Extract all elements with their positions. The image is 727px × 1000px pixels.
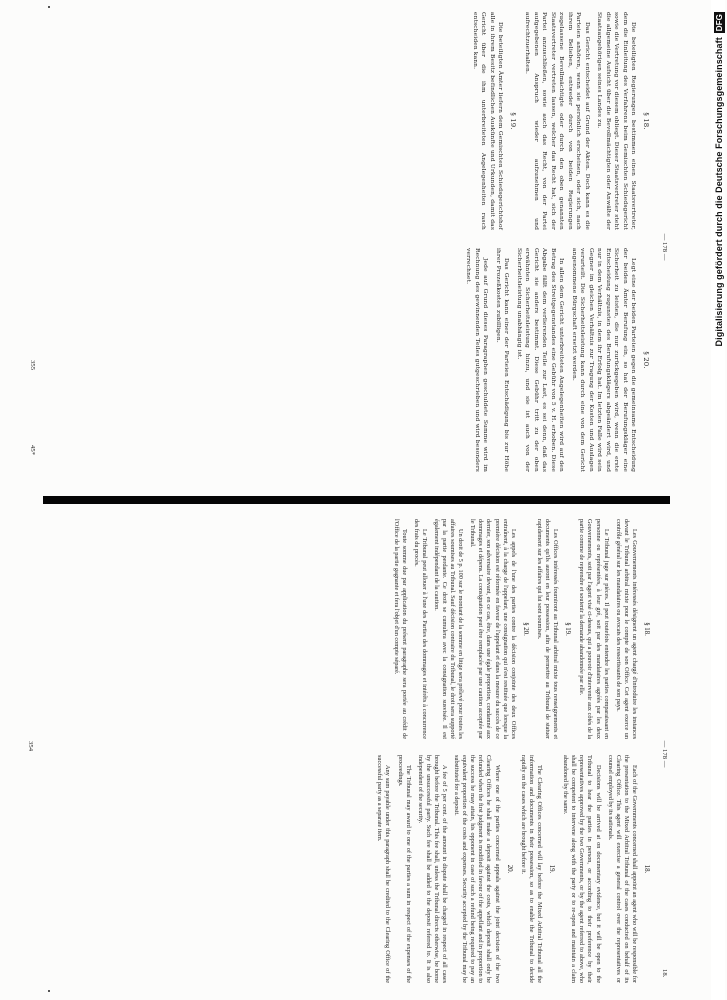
french-para-18a: Les Gouvernements intéressés désignent un agent chargé d'introduire les instances devant le Tribunal arbitral mixte pour le compte de son Office. Cet agent exerce un contrôle général sur les mandataires ou avocats des ressortissants de son pays. xyxy=(614,519,638,739)
french-heading-19: § 19. xyxy=(564,622,572,636)
german-para-20a: Legt eine der beiden Parteien gegen die gemeinsame Entscheidung der beiden Ämter Berufung ein, so hat der Berufungskläger eine Sicherheit zu leisten, die nur zurückgegeben wird, wenn die erste Entscheidung zugunsten des Berufungsklägers abgeändert wird, und nur in dem Verhältnis, in dem ihr Erfolg hat. Im letzten Falle wird sein Gegner im gleichen Verhältnis zur Tragung der Kosten und Auslagen verurteilt. Die Sicherheitsleistung kann durch eine von dem Gericht angenommene Bürgschaft ersetzt werden. xyxy=(571,248,637,472)
german-heading-19: § 19. xyxy=(509,112,517,130)
dfg-logo: DFG xyxy=(714,14,724,32)
french-column xyxy=(387,519,652,739)
bottom-running-head: — 178 — xyxy=(661,740,668,768)
german-signature-mark: 45* xyxy=(29,445,36,456)
english-para-20d: Any sum payable under this paragraph shall be credited to the Clearing Office of the successful party as a separate item. xyxy=(376,755,392,983)
bottom-page-header xyxy=(661,519,668,989)
french-para-18b: Le Tribunal juge sur pièces. Il peut toutefois entendre les parties comparaissant en personne ou représentées, à leur gré, soit par des mandataires agréés par les deux Gouvernements, soit par l'agent visé ci-dessus, qui a pouvoir d'intervenir aux côtés de la partie comme de reprendre et soutenir la demande abandonnée par elle. xyxy=(578,519,610,739)
german-page-header xyxy=(661,12,668,482)
french-para-20c: Le Tribunal peut allouer à l'une des Parties des dommages et intérêts à concurrence des frais du procès. xyxy=(412,519,428,739)
german-para-20d: Jede auf Grund dieses Paragraphen geschuldete Summe wird im Rechnung des gewinnenden Teiles gutgeschrieben und wird besonders verrechnet. xyxy=(465,248,489,472)
digitization-notice xyxy=(711,0,725,1000)
bottom-header-section: 18. xyxy=(661,969,668,978)
english-heading-18: 18. xyxy=(643,864,650,874)
german-column-2 xyxy=(460,248,652,472)
french-para-19: Les Offices intéressés fourniront au Tribunal arbitral mixte tous renseignements et documents qu'ils auront en leur possession, afin de permettre au Tribunal de statuer rapidement sur les affaires qui lui sont soumises. xyxy=(535,519,560,739)
french-para-20b: Un droit de 5 p. 100 sur le montant de la somme en litige sera prélevé pour toutes les affaires soumises au Tribunal. Sauf décision contraire du Tribunal, le droit sera supporté par la partie perdante. Ce droit se cumulera avec la consignation susvisée. Il est également indépendant de la caution. xyxy=(432,519,465,739)
english-column xyxy=(371,755,652,983)
bottom-page-number: 354 xyxy=(27,741,34,752)
notice-label: Digitalisierung gefördert durch die Deutsche Forschungsgemeinschaft xyxy=(714,37,724,347)
french-heading-20: § 20. xyxy=(521,622,529,636)
french-para-20a: Les appels de l'une des parties contre la décision conjointe des deux Offices entraînent, à la charge de l'appelant, une consignation qui n'est restituée que lorsque la première décision est réformée en faveur de l'appelant et dans la mesure du succès de ce dernier, son adversaire devant, en ce cas, être, dans une égale proportion, condamné aux dommages et dépens. La consignation peut être remplacée par une caution acceptée par le Tribunal. xyxy=(469,519,517,739)
german-para-20c: Das Gericht kann einer der Parteien Entschädigung bis zur Höhe ihrer Prozeßkosten zubilligen. xyxy=(495,248,510,472)
english-para-18b: Decisions will be arrived at on documentary evidence, but it will be open to the Tribunal to hear the parties in person, or according to their preference by their representatives approved by the two Governments, or by the agent referred to above, who shall be competent to intervene along with the party or to re-open and maintain a claim abandoned by the same. xyxy=(562,755,602,983)
german-heading-20: § 20. xyxy=(642,351,650,369)
german-para-18a: Die beteiligten Regierungen bestimmen einen Staatsvertreter, dem die Einleitung des Verfahrens beim Gemischten Schiedsgericht sowie die Vertretung vor diesem obliegt. Dieser Staatsvertreter steht die allgemeine Aufsicht über die Bevollmächtigten oder Anwälte der Staatsangehörigen seines Landes zu. xyxy=(596,12,637,230)
english-para-18a: Each of the Governments concerned shall appoint an agent who will be responsible for the presentation to the Mixed Arbitral Tribunal of the cases conducted on behalf of its Clearing Office. This agent will exercise a general control over the representatives or counsel employed by its nationals. xyxy=(606,755,638,983)
digitization-notice-text xyxy=(712,0,726,1000)
french-para-20d: Toute somme due par application du présent paragraphe sera portée au crédit de l'Office de la partie gagnante et fera l'objet d'un compte séparé. xyxy=(392,519,408,739)
german-para-20b: In allen dem Gericht unterbreiteten Angelegenheiten wird auf den Betrag des Streitgegenstandes eine Gebühr von 5 v. H. erhoben. Diese Abgabe fällt dem verlierenden Teile zur Last, es sei denn, daß das Gericht sie anders bestimmt. Diese Gebühr tritt zu der oben erwähnten Sicherheitsleistung hinzu, und sie ist auch von der Sicherheitsleistung unabhängig ist. xyxy=(516,248,565,472)
german-para-18b: Das Gericht entscheidet auf Grund der Akten. Doch kann es die Parteien anhören, wenn sie persönlich erscheinen, oder sich, nach ihrem Belieben, entweder durch von beiden Regierungen zugelassene Bevollmächtigte oder durch den oben genannten Staatsvertreter vertreten lassen, welcher das Recht hat, sich der Partei anzuschließen, sowie auch das Recht, von der Partei aufgegebenen Anspruch wieder aufzunehmen und aufrechtzuerhalten. xyxy=(524,12,590,230)
german-page-number: 355 xyxy=(29,360,36,371)
scan-mark xyxy=(48,6,50,8)
french-heading-18: § 18. xyxy=(643,622,650,636)
german-para-19: Die beteiligten Ämter liefern dem Gemischten Schiedsgerichtshof alle in ihrem Besitz befindlichen Auskünfte und Urkunden, damit das Gericht über die ihm unterbreiteten Angelegenheiten rasch entscheiden kann. xyxy=(472,12,504,230)
english-heading-19: 19. xyxy=(548,864,556,874)
english-para-20b: A fee of 5 per cent. of the amount in dispute shall be charged in respect of all cases brought before the Tribunal. This fee shall, unless the Tribunal directs otherwise, be borne by the unsuccessful party. Such fee shall be added to the deposit referred to. It is also independent of the security. xyxy=(416,755,449,983)
german-column-1 xyxy=(467,12,653,230)
english-para-19: The Clearing Offices concerned will lay before the Mixed Arbitral Tribunal all the information and documents in their possession, so as to enable the Tribunal to decide rapidly on the cases which are brought before it. xyxy=(519,755,543,983)
english-para-20a: Where one of the parties concerned appeals against the joint decision of the two Clearing Offices he shall make a deposit against the costs, which deposit shall only be refunded when the first judgment is modified in favour of the appellant and in proportion to the success he may attain, his opponent in case of such a refund being required to pay an equivalent proportion of the costs and expenses. Security accepted by the Tribunal may be substituted for a deposit. xyxy=(453,755,501,983)
english-heading-20: 20. xyxy=(505,864,513,874)
german-page xyxy=(10,0,670,489)
binding-gutter xyxy=(43,496,670,504)
german-running-head: — 178 — xyxy=(661,233,668,261)
german-heading-18: § 18. xyxy=(642,112,650,130)
french-english-page xyxy=(10,505,670,1000)
scan-mark xyxy=(48,990,50,992)
english-para-20c: The Tribunal may award to one of the parties a sum in respect of the expenses of the proceedings. xyxy=(396,755,412,983)
